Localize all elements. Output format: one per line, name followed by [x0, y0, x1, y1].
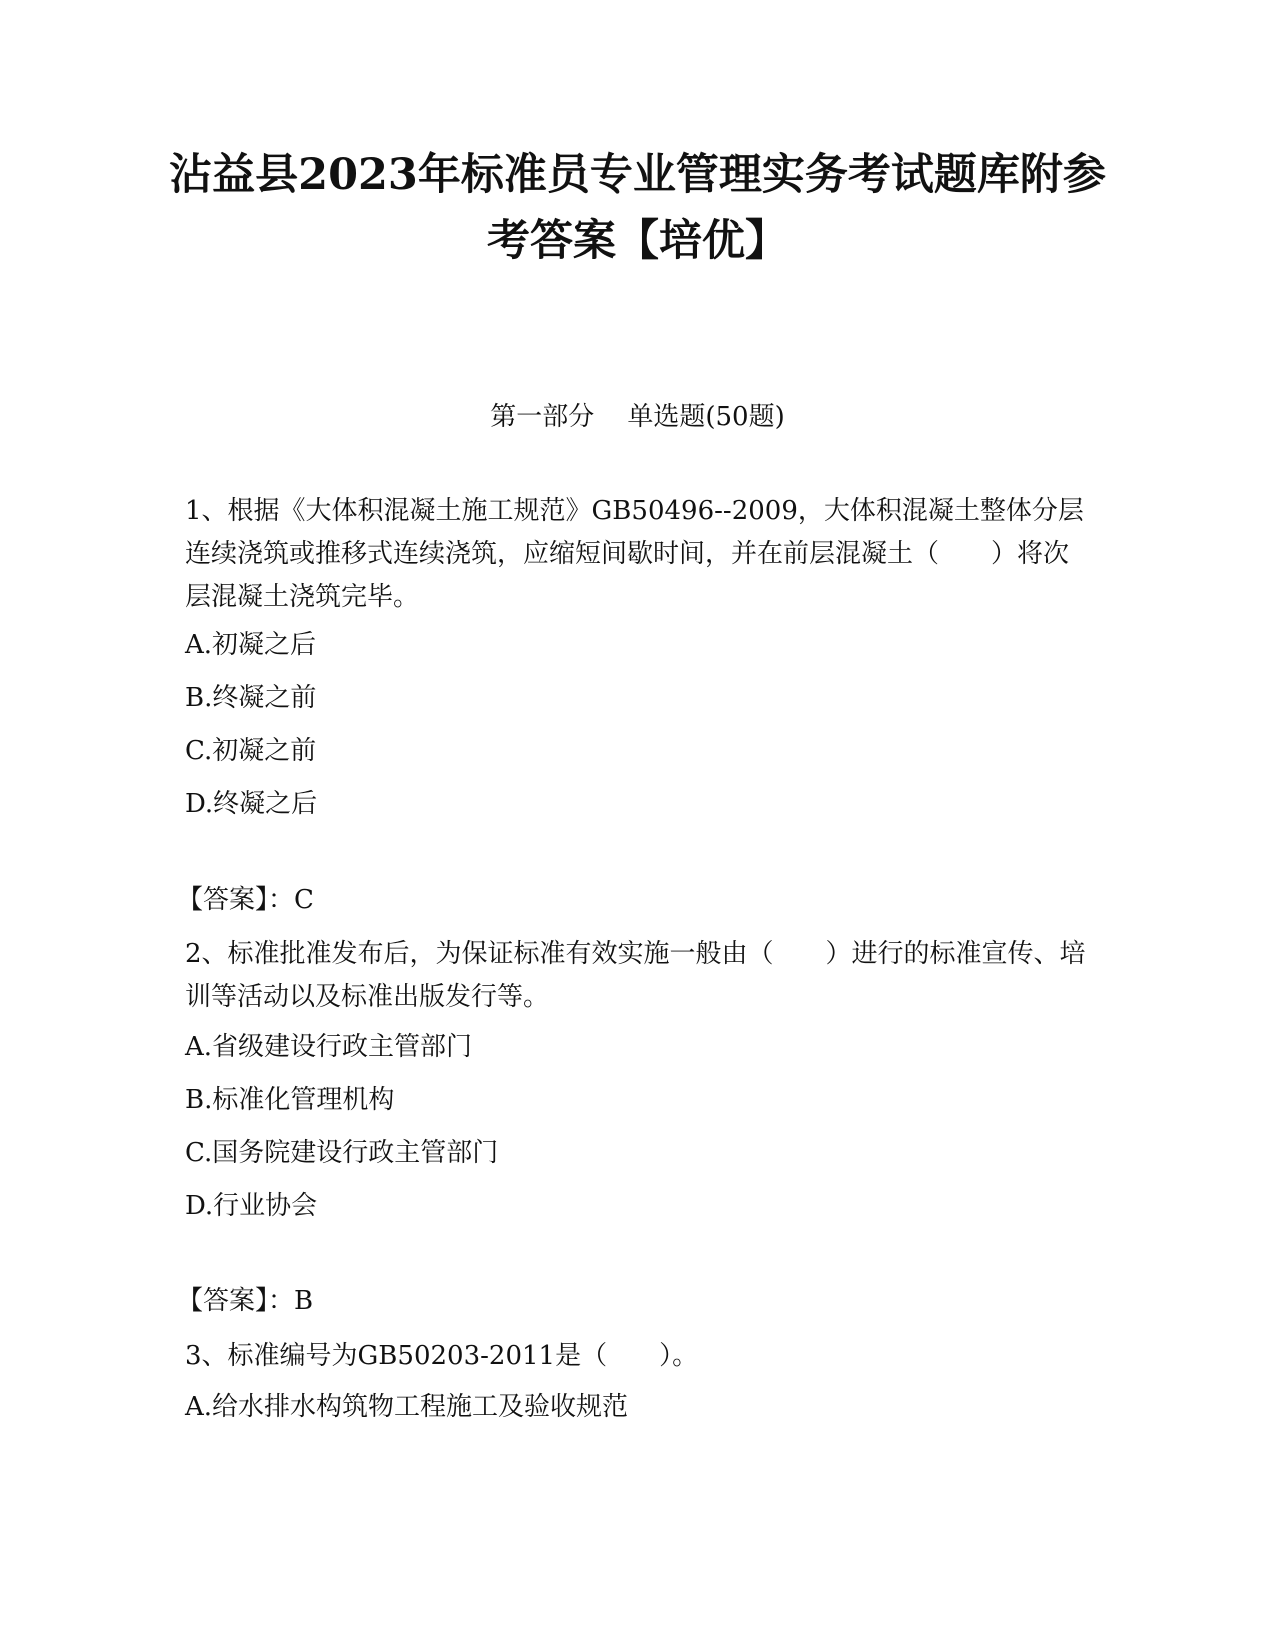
section-heading: 第一部分 单选题(50题) — [490, 402, 785, 432]
question-2-stem: 2、标准批准发布后，为保证标准有效实施一般由（ ）进行的标准宣传、培训等活动以及标准出版发行等。 — [185, 939, 1086, 1012]
question-2-option-c: C.国务院建设行政主管部门 — [185, 1138, 499, 1168]
question-1-option-d: D.终凝之后 — [185, 789, 318, 819]
question-3-stem: 3、标准编号为GB50203-2011是（ ）。 — [185, 1341, 699, 1371]
question-1-option-a: A.初凝之后 — [185, 630, 317, 660]
question-2-option-b: B.标准化管理机构 — [185, 1085, 395, 1115]
question-3-option-a: A.给水排水构筑物工程施工及验收规范 — [185, 1392, 629, 1422]
question-1-option-c: C.初凝之前 — [185, 736, 317, 766]
question-2-option-d: D.行业协会 — [185, 1191, 318, 1221]
document-title: 沾益县2023年标准员专业管理实务考试题库附参考答案【培优】 — [169, 150, 1106, 266]
question-1-answer: 【答案】：C — [177, 885, 314, 915]
question-2-option-a: A.省级建设行政主管部门 — [185, 1032, 473, 1062]
question-1-stem: 1、根据《大体积混凝土施工规范》GB50496--2009，大体积混凝土整体分层连续浇筑或推移式连续浇筑，应缩短间歇时间，并在前层混凝土（ ）将次层混凝土浇筑完毕。 — [185, 496, 1084, 612]
question-1-option-b: B.终凝之前 — [185, 683, 317, 713]
question-2-answer: 【答案】：B — [177, 1286, 314, 1316]
